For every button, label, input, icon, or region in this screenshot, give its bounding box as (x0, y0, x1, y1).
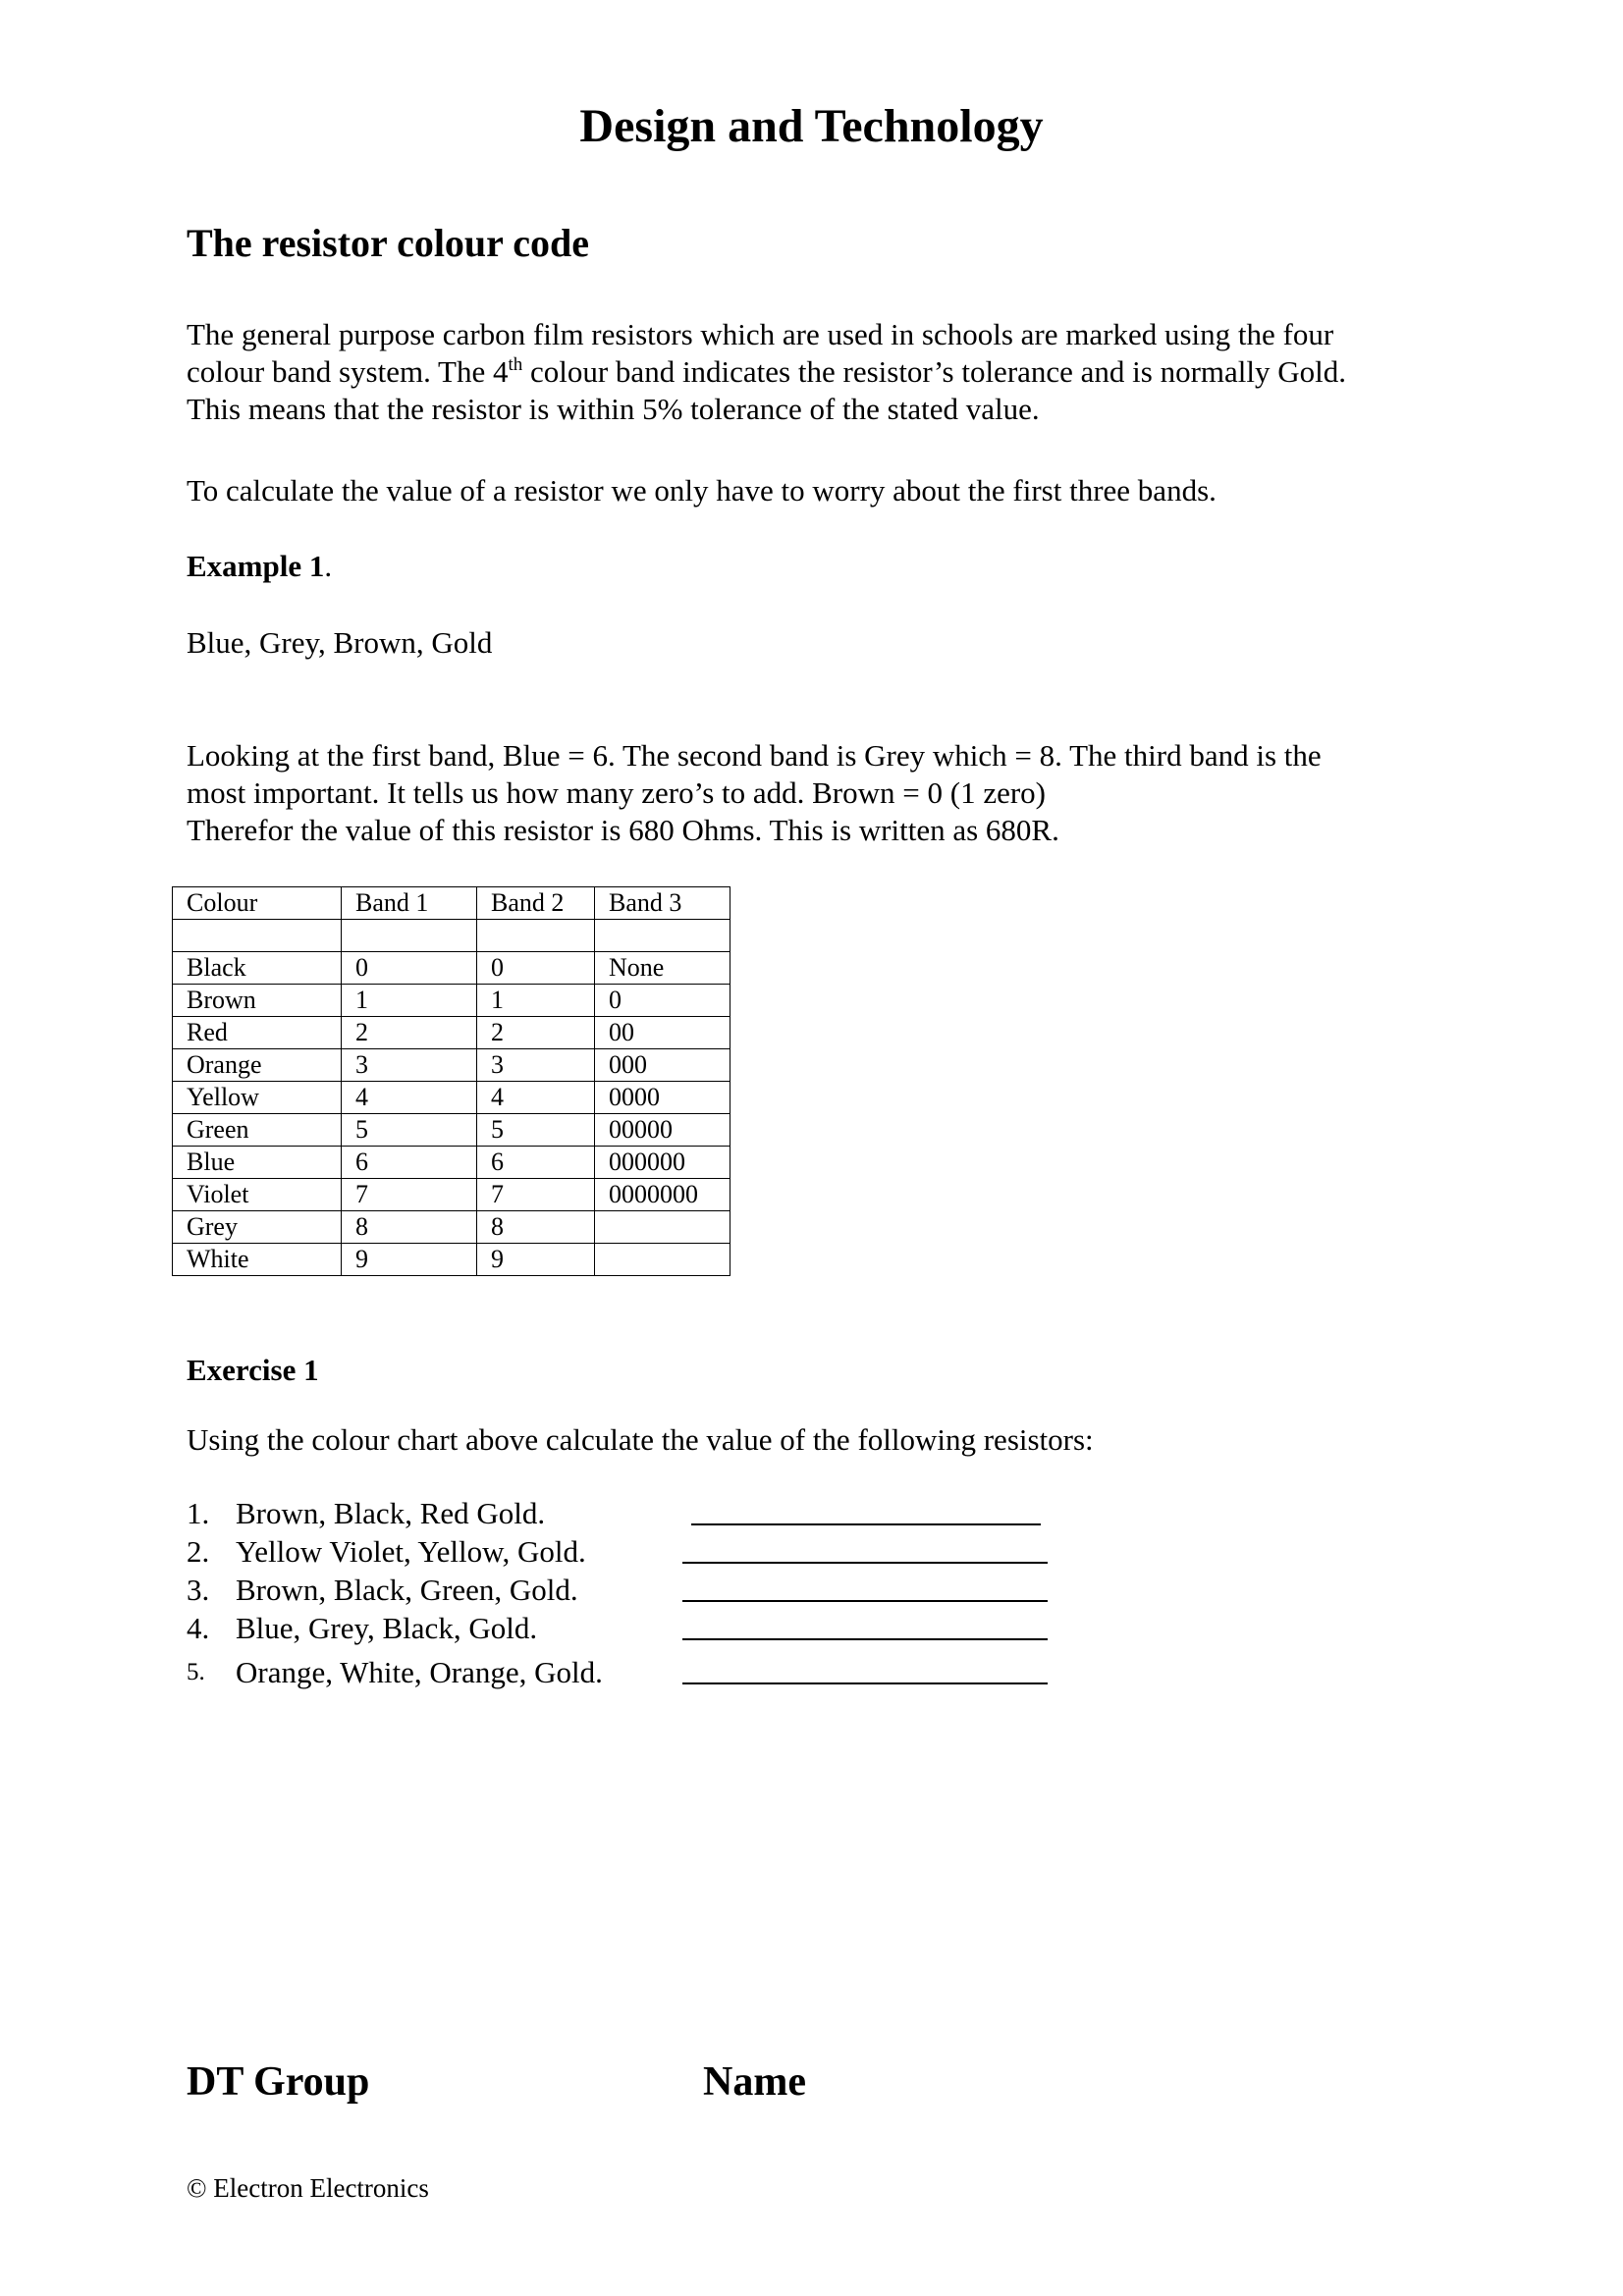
table-cell (595, 920, 730, 952)
header-cell: Colour (173, 887, 342, 920)
example-bands: Blue, Grey, Brown, Gold (187, 625, 493, 660)
table-row (173, 1017, 730, 1049)
explanation-line-2: most important. It tells us how many zero’s to add. Brown = 0 (1 zero) (187, 775, 1046, 810)
header-cell: Band 3 (595, 887, 730, 920)
table-row (173, 920, 730, 952)
exercise-item-text: Yellow Violet, Yellow, Gold. (236, 1534, 586, 1569)
table-cell: 00000 (595, 1114, 730, 1147)
example-explanation (187, 737, 1483, 849)
header-cell: Band 1 (342, 887, 477, 920)
answer-line[interactable] (682, 1638, 1048, 1640)
table-cell: 6 (477, 1147, 595, 1179)
table-cell: 000 (595, 1049, 730, 1082)
section-heading: The resistor colour code (187, 221, 589, 265)
table-cell: 1 (342, 985, 477, 1017)
table-cell: 9 (477, 1244, 595, 1276)
table-cell: Grey (173, 1211, 342, 1244)
table-cell: 4 (342, 1082, 477, 1114)
exercise-item-number: 5. (187, 1659, 205, 1685)
table-cell: 0 (342, 952, 477, 985)
copyright-notice: © Electron Electronics (187, 2173, 429, 2203)
table-row (173, 1147, 730, 1179)
table-cell: 2 (477, 1017, 595, 1049)
explanation-line-3: Therefor the value of this resistor is 680 Ohms. This is written as 680R. (187, 813, 1059, 847)
exercise-item-text: Orange, White, Orange, Gold. (236, 1655, 603, 1689)
table-cell: Yellow (173, 1082, 342, 1114)
intro-line-1: The general purpose carbon film resistors which are used in schools are marked using the four (187, 317, 1334, 351)
table-cell: Black (173, 952, 342, 985)
table-cell (173, 920, 342, 952)
table-cell: 000000 (595, 1147, 730, 1179)
table-cell (595, 1211, 730, 1244)
table-row (173, 1179, 730, 1211)
table-cell: 5 (477, 1114, 595, 1147)
table-cell: 8 (477, 1211, 595, 1244)
table-cell: 7 (477, 1179, 595, 1211)
table-cell: 3 (477, 1049, 595, 1082)
header-cell: Band 2 (477, 887, 595, 920)
table-cell (342, 920, 477, 952)
dt-group-label: DT Group (187, 2059, 370, 2105)
exercise-item-number: 1. (187, 1496, 210, 1530)
table-cell: None (595, 952, 730, 985)
table-cell: Orange (173, 1049, 342, 1082)
table-cell: 8 (342, 1211, 477, 1244)
intro-line-3: This means that the resistor is within 5% tolerance of the stated value. (187, 392, 1040, 426)
table-cell: 2 (342, 1017, 477, 1049)
table-cell: 9 (342, 1244, 477, 1276)
table-cell: 4 (477, 1082, 595, 1114)
table-cell (477, 920, 595, 952)
table-row (173, 1244, 730, 1276)
table-row (173, 1211, 730, 1244)
table-cell: Violet (173, 1179, 342, 1211)
answer-line[interactable] (691, 1523, 1041, 1525)
intro-line-2: colour band system. The 4th colour band indicates the resistor’s tolerance and is normally Gold. (187, 354, 1347, 389)
table-cell: White (173, 1244, 342, 1276)
table-cell: 00 (595, 1017, 730, 1049)
table-cell: 7 (342, 1179, 477, 1211)
table-row (173, 1114, 730, 1147)
exercise-item-number: 3. (187, 1573, 210, 1607)
intro-paragraph (187, 316, 1483, 428)
superscript-th: th (508, 354, 523, 375)
table-row (173, 1082, 730, 1114)
table-cell: Brown (173, 985, 342, 1017)
table-row (173, 1049, 730, 1082)
table-cell: Blue (173, 1147, 342, 1179)
table-cell: 0 (595, 985, 730, 1017)
colour-code-table (172, 886, 730, 1276)
answer-line[interactable] (682, 1562, 1048, 1564)
table-cell: Green (173, 1114, 342, 1147)
answer-line[interactable] (682, 1682, 1048, 1684)
exercise-item-text: Brown, Black, Red Gold. (236, 1496, 546, 1530)
example-label: Example 1. (187, 549, 333, 583)
exercise-instruction: Using the colour chart above calculate the value of the following resistors: (187, 1422, 1094, 1457)
explanation-line-1: Looking at the first band, Blue = 6. The second band is Grey which = 8. The third band is the (187, 738, 1322, 773)
table-cell (595, 1244, 730, 1276)
table-cell: Red (173, 1017, 342, 1049)
exercise-label: Exercise 1 (187, 1353, 319, 1387)
exercise-item-text: Blue, Grey, Black, Gold. (236, 1611, 538, 1645)
table-cell: 5 (342, 1114, 477, 1147)
table-row (173, 952, 730, 985)
table-cell: 0000 (595, 1082, 730, 1114)
page-title: Design and Technology (579, 100, 1044, 152)
table-row (173, 985, 730, 1017)
calc-note: To calculate the value of a resistor we only have to worry about the first three bands. (187, 473, 1217, 507)
exercise-item-text: Brown, Black, Green, Gold. (236, 1573, 578, 1607)
table-cell: 3 (342, 1049, 477, 1082)
table-header-row (173, 887, 730, 920)
table-cell: 1 (477, 985, 595, 1017)
exercise-item-number: 2. (187, 1534, 210, 1569)
table-cell: 0000000 (595, 1179, 730, 1211)
name-label: Name (703, 2059, 806, 2105)
table-cell: 0 (477, 952, 595, 985)
answer-line[interactable] (682, 1600, 1048, 1602)
table-cell: 6 (342, 1147, 477, 1179)
exercise-item-number: 4. (187, 1611, 210, 1645)
